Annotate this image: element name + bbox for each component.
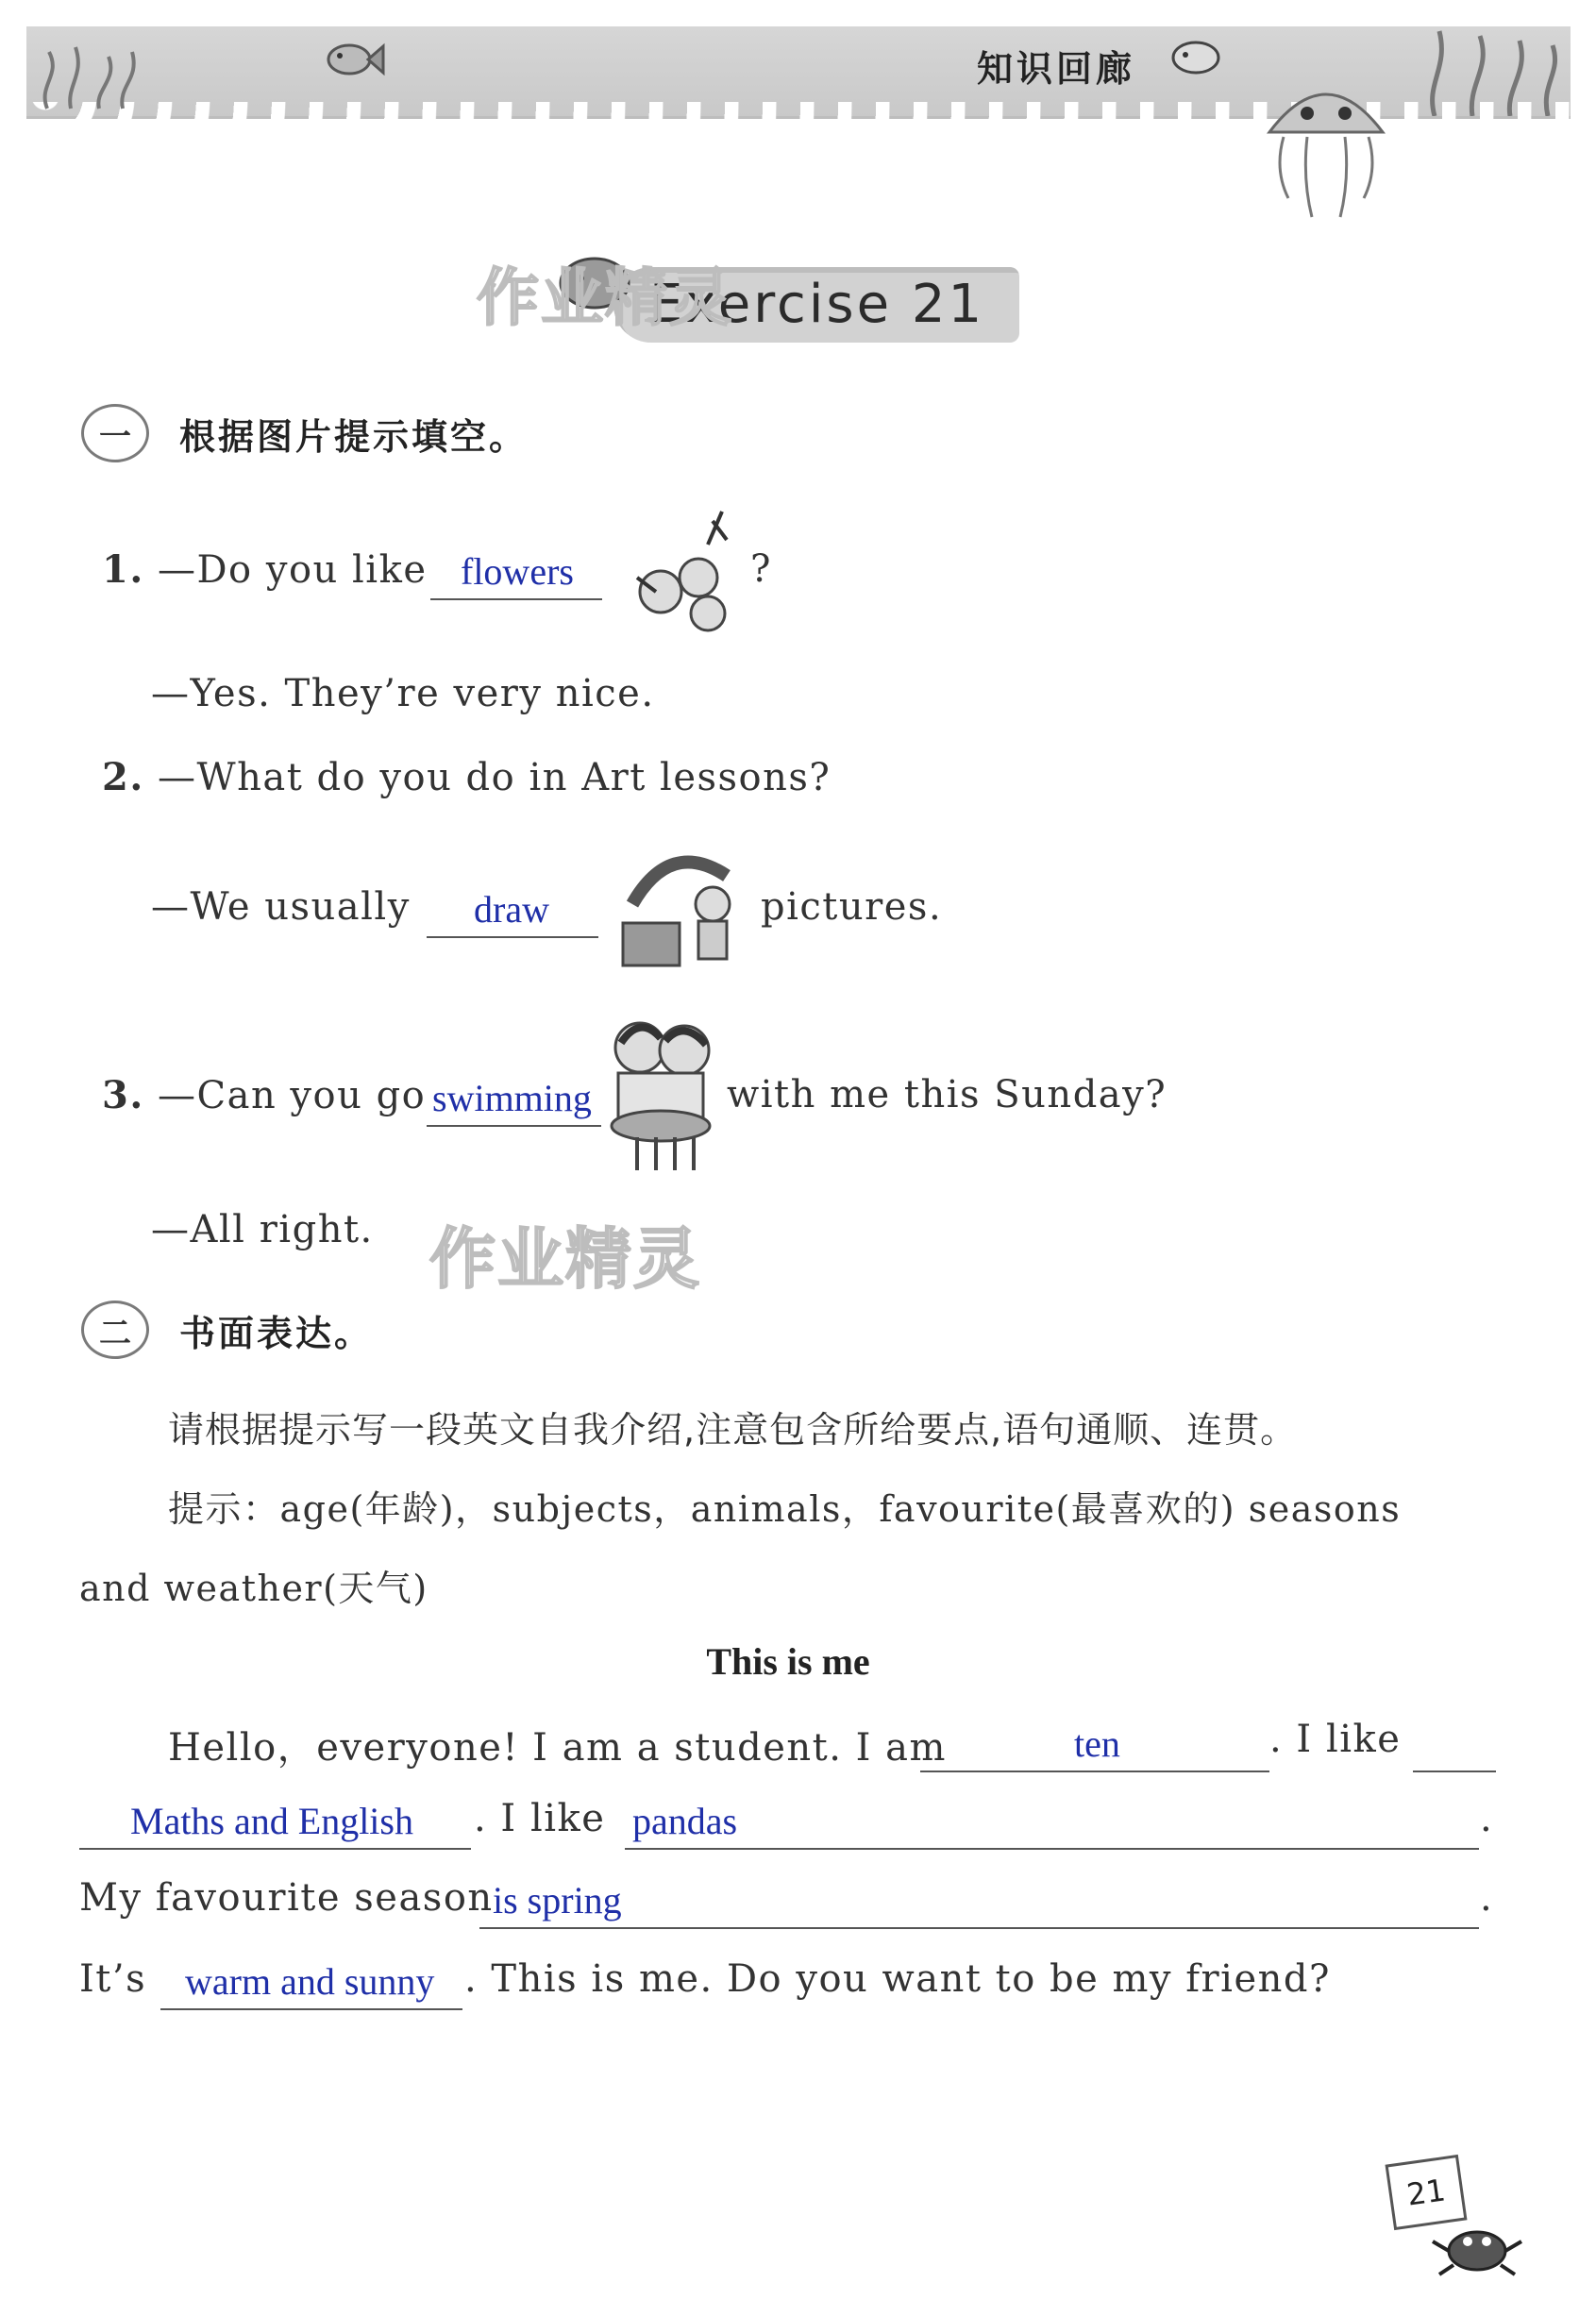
jellyfish-icon <box>1255 66 1397 227</box>
q1-answer: flowers <box>461 550 574 593</box>
hint-line-1: 提示：age(年龄)，subjects，animals，favourite(最喜欢的) seasons <box>168 1488 1402 1530</box>
essay-title: This is me <box>706 1640 870 1683</box>
essay-animals-answer: pandas <box>632 1800 738 1842</box>
header-section-title: 知识回廊 <box>977 48 1136 90</box>
q2-question: —What do you do in Art lessons? <box>157 756 832 799</box>
section-badge-1: 一 <box>81 404 149 462</box>
q3-line2: —All right. <box>151 1208 374 1251</box>
q3-answer: swimming <box>432 1077 592 1119</box>
essay-animals-blank[interactable] <box>625 1799 1479 1850</box>
q2-prefix: —We usually <box>151 885 411 929</box>
crab-icon <box>1425 2213 1529 2279</box>
q3-suffix: with me this Sunday? <box>727 1073 1168 1116</box>
essay-line2-end: . <box>1480 1797 1494 1840</box>
q1-number: 1. <box>102 547 144 592</box>
q2-answer: draw <box>474 888 549 931</box>
section-title-1: 根据图片提示填空。 <box>179 416 529 458</box>
section-badge-2: 二 <box>81 1301 149 1359</box>
essay-subjects-answer: Maths and English <box>130 1800 413 1842</box>
q1-line2: —Yes. They’re very nice. <box>151 672 655 715</box>
seaweed-right-icon <box>1416 26 1567 116</box>
fish-icon <box>321 33 387 85</box>
flowers-icon <box>618 502 750 644</box>
q1-line1 <box>102 547 428 592</box>
writing-instruction: 请根据提示写一段英文自我介绍,注意包含所给要点,语句通顺、连贯。 <box>168 1409 1298 1451</box>
essay-line3-end: . <box>1480 1876 1494 1920</box>
q1-suffix: ? <box>750 547 772 591</box>
section-title-2: 书面表达。 <box>179 1313 374 1354</box>
seaweed-icon <box>28 28 160 113</box>
watermark-2: 作业精灵 <box>429 1220 701 1298</box>
essay-line2-mid: . I like <box>474 1797 606 1840</box>
girl-drawing-icon <box>604 838 746 980</box>
essay-line1-text: Hello，everyone! I am a student. I am <box>168 1726 947 1770</box>
essay-season-blank[interactable] <box>479 1878 1479 1929</box>
q3-number: 3. <box>102 1073 144 1117</box>
q3-prefix: —Can you go <box>157 1074 427 1117</box>
essay-age-answer: ten <box>1074 1722 1120 1765</box>
boys-swimming-icon <box>604 1015 717 1175</box>
exercise-title: Exercise 21 <box>649 274 985 335</box>
page-number: 21 <box>1386 2155 1468 2230</box>
essay-line1-end: . I like <box>1269 1718 1402 1761</box>
essay-season-answer: is spring <box>493 1879 622 1922</box>
essay-weather-answer: warm and sunny <box>185 1960 435 2003</box>
q3-line1 <box>102 1073 426 1117</box>
q2-line1 <box>102 755 831 799</box>
small-fish-icon <box>1163 34 1229 81</box>
essay-line4-end: . This is me. Do you want to be my friend? <box>464 1957 1331 2001</box>
q1-prefix: —Do you like <box>157 548 428 592</box>
essay-line4-text: It’s <box>79 1957 147 2001</box>
watermark: 作业精灵 <box>477 261 733 334</box>
essay-line3-text: My favourite season <box>79 1876 494 1920</box>
q2-number: 2. <box>102 755 144 799</box>
q2-suffix: pictures. <box>761 885 943 929</box>
essay-subjects-blank-start[interactable] <box>1413 1721 1496 1772</box>
hint-line-2: and weather(天气) <box>79 1568 428 1609</box>
